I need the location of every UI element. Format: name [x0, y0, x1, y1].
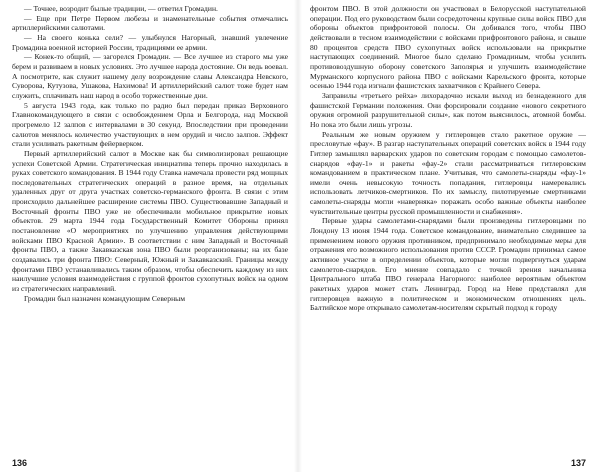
book-gutter: [294, 0, 302, 472]
left-page-text: [12, 4, 288, 303]
paragraph: — Конек-то общий, — загорелся Громадин. — Все лучшее из старого мы уже берем и развиваем в новых условиях. Это лучшее народа достояние. Он ведь воевал. А посмотрите, как служит нашему делу возрождение славы Александра Невского, Суворова, Кутузова, Ушакова, Нахимова! И артиллерийский салют тоже будет нам служить, сплачивать наш народ в особо торжественные дни.: [12, 52, 288, 100]
paragraph: Заправилы «третьего рейха» лихорадочно искали выход из безнадежного для фашистской Германии положения. Они форсировали создание «нового секретного оружия огромной разрушительной силы», как потом выяснилось, атомной бомбы. Но пока это были лишь угрозы.: [310, 90, 586, 129]
paragraph: Громадин был назначен командующим Северным: [24, 293, 186, 303]
page-number-left: 136: [12, 458, 28, 468]
paragraph: Первые удары самолетами-снарядами были произведены гитлеровцами по Лондону 13 июня 1944 года. Советское командование, внимательно следившее за применением нового оружия противником, предпринимало необходимые меры для отражения его возможного использования против СССР. Громадин принимал самое активное участие в определении объектов, которые могли подвергнуться ударам самолетов-снарядов. Его мнение совпадало с точкой зрения начальника Центрального штаба ПВО генерала Нагорного: наиболее вероятным объектом ракетных ударов может стать Ленинград. Город на Неве представлял для гитлеровцев важную в политическом и экономическом отношениях цель. Балтийское море открывало самолетам-носителям скрытый подход к городу: [310, 216, 586, 313]
paragraph: Первый артиллерийский салют в Москве как бы символизировал решающие успехи Советской Армии. Стратегическая инициатива теперь прочно находилась в руках советского командования. В 1944 году Ставка намечала провести ряд мощных последовательных стратегических операций в разное время, на отдельных удаленных друг от друга участках советско-германского фронта. В связи с этим происходило дальнейшее расширение системы ПВО. Существовавшие Западный и Восточный фронты ПВО уже не обеспечивали мобильное прикрытие новых объектов. 29 марта 1944 года Государственный Комитет Обороны принял постановление «О мероприятиях по улучшению управления действующими войсками ПВО Красной Армии». В соответствии с ним Западный и Восточный фронты ПВО, а также Закавказская зона ПВО были реорганизованы; на их базе создавались три фронта ПВО: Северный, Южный и Закавказский. Границы между фронтами ПВО устанавливались таким образом, чтобы обеспечить каждому из них наилучшие условия взаимодействия с группой фронтов сухопутных войск на одном из стратегических направлений.: [12, 148, 288, 294]
paragraph: — Точнее, возродит былые традиции, — ответил Громадин.: [24, 4, 218, 13]
right-page-text: [310, 4, 586, 313]
paragraph: фронтом ПВО. В этой должности он участвовал в Белорусской наступательной операции. Под его руководством были сосредоточены крупные силы войск ПВО для обороны объектов прифронтовой полосы. Он добивался того, чтобы ПВО действовали в тесном взаимодействии с войсками прифронтового района, и свыше 80 процентов средств ПВО сухопутных войск использовали на прикрытие наступающих соединений. Многое было сделано Громадиным, чтобы усилить противовоздушную оборону советского Заполярья и улучшить взаимодействие Мурманского корпусного района ПВО с войсками Карельского фронта, которые осенью 1944 года изгнали фашистских захватчиков с Крайнего Севера.: [310, 4, 586, 91]
paragraph: 5 августа 1943 года, как только по радио был передан приказ Верховного Главнокомандующего в связи с освобождением Орла и Белгорода, над Москвой прогремело 12 залпов с интервалами в 30 секунд. Впоследствии при проведении салютов менялось количество участвующих в нем орудий и число залпов. Эффект стали усиливать ракетным фейерверком.: [12, 100, 288, 149]
paragraph: — Еще при Петре Первом любезы и знаменательные события отмечались артиллерийскими салютами.: [12, 13, 288, 33]
paragraph: Реальным же новым оружием у гитлеровцев стало ракетное оружие — пресловутые «фау». В разгар наступательных операций советских войск в 1944 году Гитлер замышлял варварских ударов по советским городам с помощью самолетов-снарядов «фау-1» и ракеты «фау-2» стали рассматриваться гитлеровским командованием в практическом плане. Учитывая, что самолеты-снаряды «фау-1» имели очень невысокую точность попадания, гитлеровцы намеревались использовать летчиков-смертников. По их замыслу, пилотируемые смертниками самолеты-снаряды могли «наверняка» поражать особо важные объекты наиболее чувствительные центры русской промышленности и снабжения».: [310, 129, 586, 216]
paragraph: — На своего конька сели? — улыбнулся Нагорный, знавший увлечение Громадина военной историей России, традициями ее армии.: [12, 32, 288, 52]
right-page: [310, 4, 586, 468]
page-number-right: 137: [570, 458, 586, 468]
left-page: [12, 4, 288, 468]
